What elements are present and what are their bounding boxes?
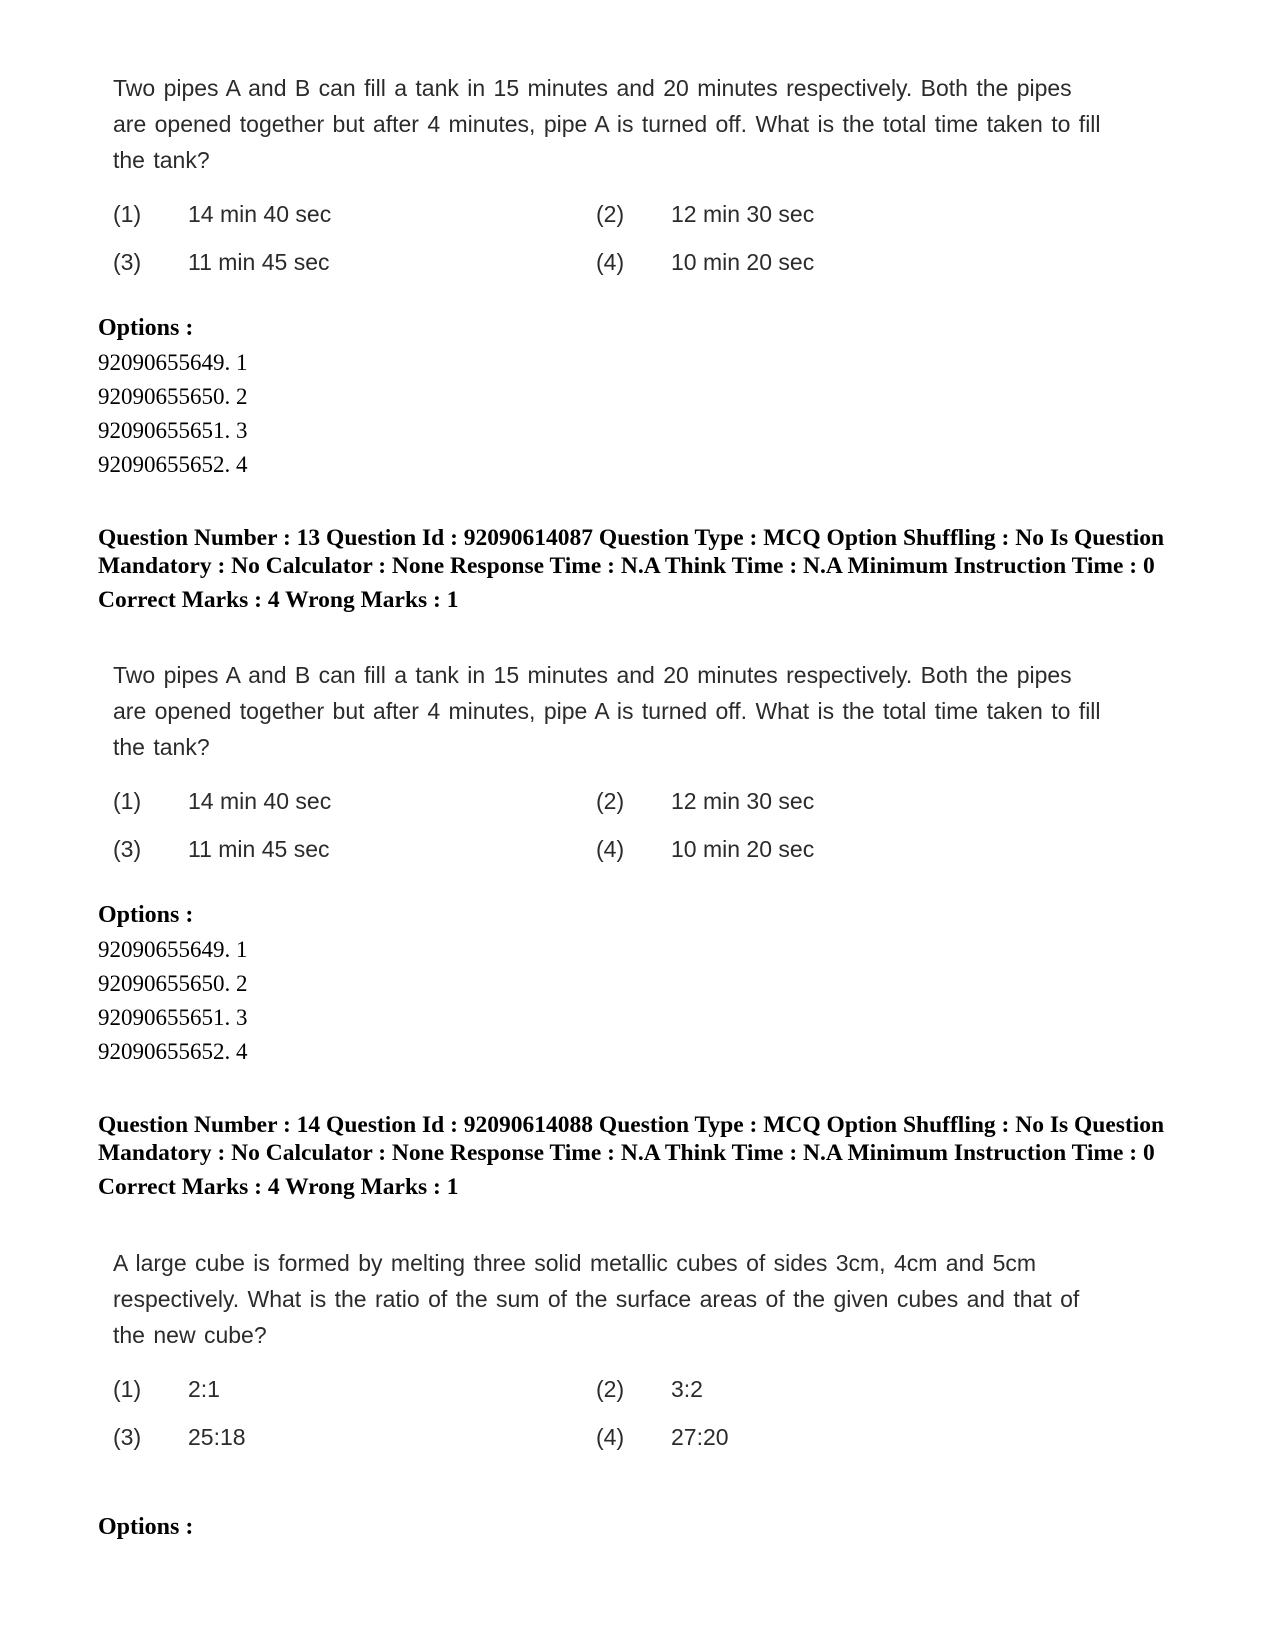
choice-value: 11 min 45 sec (188, 249, 330, 275)
question-13-choices (113, 787, 1113, 883)
option-id-item: 92090655652. 4 (98, 452, 248, 477)
question-14-choices (113, 1375, 1113, 1471)
question-13-image (113, 657, 1113, 883)
option-id-item: 92090655649. 1 (98, 937, 248, 962)
choice-number: (2) (596, 201, 625, 227)
choice-value: 11 min 45 sec (188, 836, 330, 862)
question-marks: Correct Marks : 4 Wrong Marks : 1 (98, 587, 459, 613)
choice-number: (4) (596, 1424, 625, 1450)
options-heading: Options : (98, 1514, 194, 1540)
question-14-image (113, 1245, 1113, 1471)
choice-number: (1) (113, 788, 142, 814)
option-id-item: 92090655651. 3 (98, 1005, 248, 1030)
option-id-list (98, 933, 248, 1069)
choice-number: (1) (113, 201, 142, 227)
choice-value: 27:20 (671, 1424, 729, 1450)
question-12-choices (113, 200, 1113, 296)
question-14-header (98, 1111, 1178, 1201)
question-13-header (98, 524, 1178, 614)
question-marks: Correct Marks : 4 Wrong Marks : 1 (98, 1174, 459, 1200)
option-id-item: 92090655650. 2 (98, 384, 248, 409)
question-meta: Question Number : 13 Question Id : 92090614087 Question Type : MCQ Option Shuffling : No Is Question Mandatory : No Calculator : None Response Time : N.A Think Time : N.A Minimum Instruction Time : 0 (98, 525, 1165, 579)
question-12-image (113, 70, 1113, 296)
choice-value: 3:2 (671, 1376, 703, 1402)
choice-value: 25:18 (188, 1424, 246, 1450)
choice-value: 14 min 40 sec (188, 201, 332, 227)
choice-number: (2) (596, 1376, 625, 1402)
choice-number: (4) (596, 249, 625, 275)
choice-value: 14 min 40 sec (188, 788, 332, 814)
option-id-item: 92090655650. 2 (98, 971, 248, 996)
question-14-options (98, 1513, 193, 1541)
option-id-item: 92090655652. 4 (98, 1039, 248, 1064)
choice-value: 12 min 30 sec (671, 788, 815, 814)
question-meta: Question Number : 14 Question Id : 92090614088 Question Type : MCQ Option Shuffling : No Is Question Mandatory : No Calculator : None Response Time : N.A Think Time : N.A Minimum Instruction Time : 0 (98, 1112, 1165, 1166)
options-heading: Options : (98, 315, 194, 341)
question-13-options (98, 901, 248, 1069)
choice-number: (1) (113, 1376, 142, 1402)
choice-number: (2) (596, 788, 625, 814)
choice-value: 12 min 30 sec (671, 201, 815, 227)
choice-value: 2:1 (188, 1376, 220, 1402)
option-id-list (98, 346, 248, 482)
choice-number: (3) (113, 249, 142, 275)
choice-value: 10 min 20 sec (671, 249, 815, 275)
choice-number: (3) (113, 836, 142, 862)
question-12-text: Two pipes A and B can fill a tank in 15 minutes and 20 minutes respectively. Both the pipes are opened together but after 4 minutes, pipe A is turned off. What is the total time taken to fill the tank? (113, 75, 1101, 173)
option-id-item: 92090655649. 1 (98, 350, 248, 375)
question-13-text: Two pipes A and B can fill a tank in 15 minutes and 20 minutes respectively. Both the pipes are opened together but after 4 minutes, pipe A is turned off. What is the total time taken to fill the tank? (113, 662, 1101, 760)
question-14-text: A large cube is formed by melting three solid metallic cubes of sides 3cm, 4cm and 5cm respectively. What is the ratio of the sum of the surface areas of the given cubes and that of the new cube? (113, 1250, 1080, 1348)
option-id-item: 92090655651. 3 (98, 418, 248, 443)
question-12-options (98, 314, 248, 482)
options-heading: Options : (98, 902, 194, 928)
choice-number: (3) (113, 1424, 142, 1450)
choice-value: 10 min 20 sec (671, 836, 815, 862)
choice-number: (4) (596, 836, 625, 862)
